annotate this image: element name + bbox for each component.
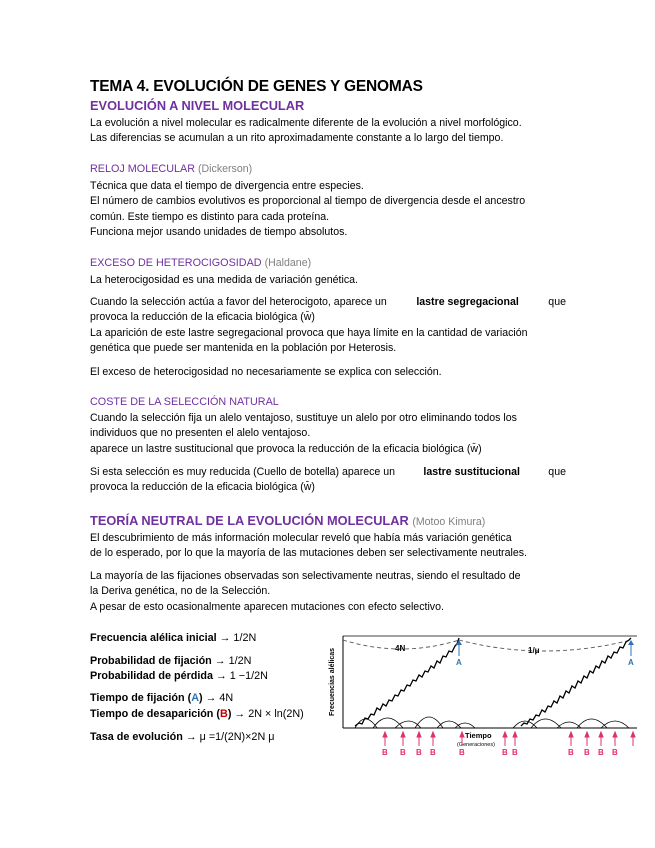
loss-label: B bbox=[400, 748, 406, 757]
text-fragment: que bbox=[548, 466, 566, 478]
text-line: El descubrimiento de más información molecular reveló que había más variación genética bbox=[90, 532, 512, 544]
x-axis-sublabel: (Generaciones) bbox=[457, 742, 495, 748]
fixation-label-a1: A bbox=[456, 658, 462, 667]
text-line: individuos que no presenten el alelo ventajoso. bbox=[90, 427, 311, 440]
heading-text: EXCESO DE HETEROCIGOSIDAD bbox=[90, 257, 262, 269]
text-line: provoca la reducción de la eficacia biológica (w̄) bbox=[90, 481, 315, 494]
text-line: La aparición de este lastre segregacional provoca que haya límite en la cantidad de variación bbox=[90, 326, 528, 339]
loss-marker bbox=[598, 732, 604, 757]
text-line: aparece un lastre sustitucional que provoca la reducción de la eficacia biológica (w̄) bbox=[90, 442, 482, 455]
hetero-paragraph4 bbox=[90, 365, 566, 380]
molecular-text bbox=[90, 116, 566, 147]
marker-a: A bbox=[191, 692, 199, 704]
hetero-line1 bbox=[90, 273, 566, 288]
text-line bbox=[90, 465, 566, 480]
formula-label: Tasa de evolución bbox=[90, 731, 183, 743]
formula-prob-perdida bbox=[90, 670, 268, 682]
formula-value: → 4N bbox=[205, 692, 234, 704]
formula-value: → μ =1/(2N)×2N μ bbox=[185, 731, 275, 743]
formula-value: → 1/2N bbox=[219, 632, 257, 644]
loss-marker bbox=[400, 732, 406, 757]
author-note: (Haldane) bbox=[264, 257, 312, 269]
loss-marker bbox=[631, 732, 635, 746]
loss-label: B bbox=[612, 748, 618, 757]
loss-label: B bbox=[512, 748, 518, 757]
formula-label: Tiempo de desaparición ( bbox=[90, 708, 220, 720]
text-line: de lo esperado, por lo que la mayoría de las mutaciones deben ser selectivamente neutrales. bbox=[90, 547, 527, 560]
lastre-sustitucional-term: lastre sustitucional bbox=[423, 466, 520, 478]
interval-label-4n: 4N bbox=[395, 644, 406, 653]
loss-label: B bbox=[416, 748, 422, 757]
text-line: La evolución a nivel molecular es radicalmente diferente de la evolución a nivel morfológico. bbox=[90, 117, 522, 129]
heading-exceso-heterocigosidad bbox=[90, 257, 311, 269]
text-line: Cuando la selección fija un alelo ventajoso, sustituye un alelo por otro eliminando todos los bbox=[90, 412, 517, 424]
formula-value: → 2N × ln(2N) bbox=[234, 708, 304, 720]
heading-teoria-neutral bbox=[90, 513, 485, 528]
loss-label: B bbox=[598, 748, 604, 757]
lastre-segregacional-term: lastre segregacional bbox=[416, 296, 519, 308]
allele-frequency-figure bbox=[325, 628, 643, 762]
heading-text: TEORÍA NEUTRAL DE LA EVOLUCIÓN MOLECULAR bbox=[90, 513, 409, 528]
text-fragment: Si esta selección es muy reducida (Cuello de botella) aparece un bbox=[90, 466, 396, 478]
reloj-text bbox=[90, 179, 566, 241]
text-line: La mayoría de las fijaciones observadas son selectivamente neutras, siendo el resultado de bbox=[90, 570, 521, 582]
formula-label: Frecuencia alélica inicial bbox=[90, 632, 217, 644]
formula-tiempo-fijacion bbox=[90, 692, 233, 704]
formula-paren: ) bbox=[227, 708, 232, 720]
formula-tiempo-desaparicion bbox=[90, 708, 304, 720]
heading-evolucion-molecular: EVOLUCIÓN A NIVEL MOLECULAR bbox=[90, 98, 305, 113]
formula-paren: ) bbox=[199, 692, 203, 704]
loss-markers bbox=[382, 732, 635, 757]
y-axis-label: Frecuencias alélicas bbox=[329, 647, 336, 717]
marker-b: B bbox=[220, 708, 228, 720]
text-line: A pesar de esto ocasionalmente aparecen mutaciones con efecto selectivo. bbox=[90, 600, 444, 613]
loss-marker bbox=[502, 732, 508, 757]
author-note: (Motoo Kimura) bbox=[412, 516, 486, 528]
hetero-paragraph2 bbox=[90, 295, 566, 357]
interval-label-mu: 1/μ bbox=[528, 646, 540, 655]
loss-label: B bbox=[382, 748, 388, 757]
text-line: El exceso de heterocigosidad no necesariamente se explica con selección. bbox=[90, 366, 442, 378]
loss-marker bbox=[382, 732, 388, 757]
loss-label: B bbox=[459, 748, 465, 757]
loss-label: B bbox=[568, 748, 574, 757]
loss-marker bbox=[612, 732, 618, 757]
loss-marker bbox=[584, 732, 590, 757]
loss-marker bbox=[416, 732, 422, 757]
text-line: provoca la reducción de la eficacia biológica (w̄) bbox=[90, 311, 315, 324]
loss-label: B bbox=[584, 748, 590, 757]
formula-tasa-evolucion bbox=[90, 731, 274, 743]
text-line bbox=[90, 295, 566, 310]
text-line: Las diferencias se acumulan a un rito aproximadamente constante a lo largo del tiempo. bbox=[90, 132, 504, 145]
text-line: Funciona mejor usando unidades de tiempo absolutos. bbox=[90, 226, 348, 239]
formula-prob-fijacion bbox=[90, 655, 251, 667]
loss-marker bbox=[430, 732, 436, 757]
x-axis-label: Tiempo bbox=[465, 731, 492, 740]
coste-text bbox=[90, 411, 566, 457]
coste-paragraph2 bbox=[90, 465, 566, 496]
formula-label: Tiempo de fijación ( bbox=[90, 692, 192, 704]
fixation-label-a2: A bbox=[628, 658, 634, 667]
loss-marker bbox=[512, 732, 518, 757]
text-fragment: que bbox=[548, 296, 566, 308]
formula-frecuencia-inicial bbox=[90, 632, 256, 644]
fixation-trajectory-1 bbox=[355, 638, 459, 726]
heading-reloj-molecular bbox=[90, 163, 252, 175]
text-line: común. Este tiempo es distinto para cada proteína. bbox=[90, 210, 330, 223]
neutral-paragraph2 bbox=[90, 569, 566, 615]
heading-text: RELOJ MOLECULAR bbox=[90, 163, 195, 175]
formula-value: → 1/2N bbox=[214, 655, 252, 667]
formula-label: Probabilidad de fijación bbox=[90, 655, 212, 667]
text-fragment: Cuando la selección actúa a favor del heterocigoto, aparece un bbox=[90, 296, 387, 308]
page-title: TEMA 4. EVOLUCIÓN DE GENES Y GENOMAS bbox=[90, 78, 423, 95]
formula-value: → 1 −1/2N bbox=[215, 670, 268, 682]
neutral-paragraph1 bbox=[90, 531, 566, 562]
text-line: La heterocigosidad es una medida de variación genética. bbox=[90, 274, 358, 286]
author-note: (Dickerson) bbox=[198, 163, 253, 175]
loss-marker bbox=[568, 732, 574, 757]
lost-mutations bbox=[355, 717, 629, 728]
text-line: genética que puede ser mantenida en la población por Heterosis. bbox=[90, 342, 397, 355]
loss-label: B bbox=[502, 748, 508, 757]
formula-label: Probabilidad de pérdida bbox=[90, 670, 213, 682]
text-line: El número de cambios evolutivos es proporcional al tiempo de divergencia desde el ancestro bbox=[90, 195, 526, 208]
interval-arc-mu bbox=[459, 640, 631, 651]
loss-label: B bbox=[430, 748, 436, 757]
text-line: la Deriva genética, no de la Selección. bbox=[90, 585, 271, 598]
heading-coste-seleccion: COSTE DE LA SELECCIÓN NATURAL bbox=[90, 396, 279, 408]
text-line: Técnica que data el tiempo de divergencia entre especies. bbox=[90, 180, 364, 192]
